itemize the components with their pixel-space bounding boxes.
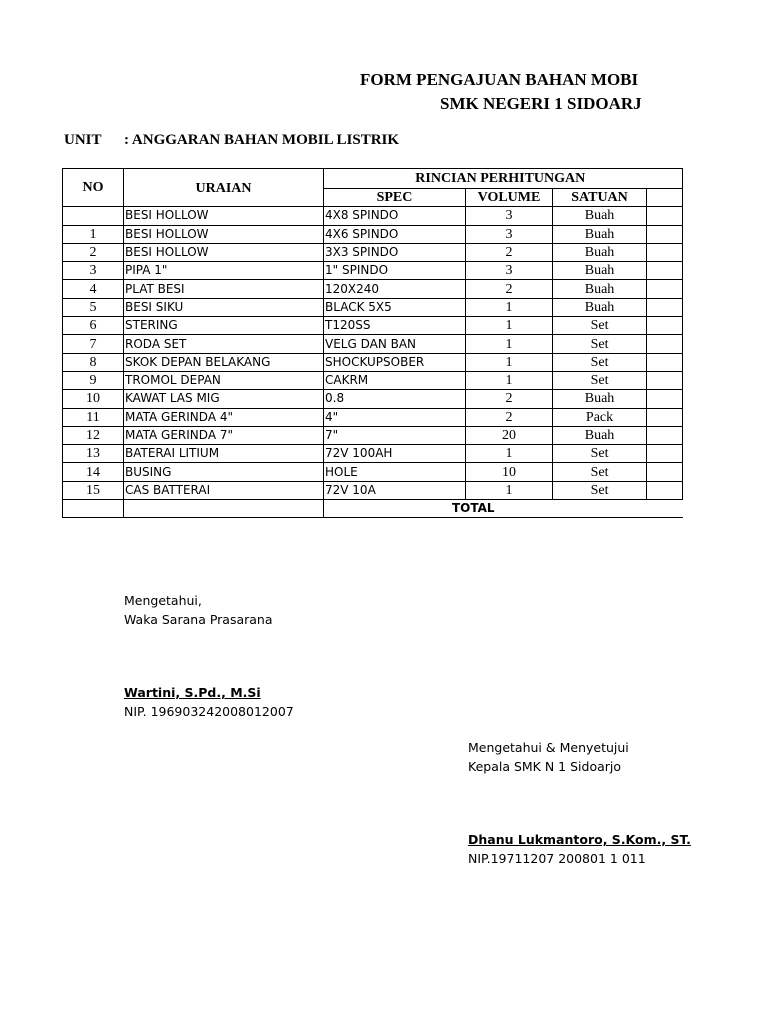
row-spec: 0.8 — [324, 390, 466, 408]
table-row — [63, 353, 683, 371]
row-spec: T120SS — [324, 317, 466, 335]
row-no: 13 — [63, 445, 124, 463]
left-sign-line2: Waka Sarana Prasarana — [124, 611, 273, 627]
row-spec: 1" SPINDO — [324, 262, 466, 280]
row-no: 5 — [63, 298, 124, 316]
row-volume: 1 — [466, 371, 553, 389]
row-no: 6 — [63, 317, 124, 335]
table-row — [63, 317, 683, 335]
row-spec: 72V 10A — [324, 481, 466, 499]
right-signer-nip: NIP.19711207 200801 1 011 — [468, 850, 646, 866]
row-extra-cell — [647, 408, 683, 426]
row-no — [63, 207, 124, 225]
header-satuan: SATUAN — [553, 189, 647, 207]
row-extra-cell — [647, 426, 683, 444]
row-extra-cell — [647, 353, 683, 371]
table-row — [63, 280, 683, 298]
row-satuan: Buah — [553, 298, 647, 316]
row-uraian: SKOK DEPAN BELAKANG — [124, 353, 324, 371]
row-uraian: RODA SET — [124, 335, 324, 353]
unit-label: UNIT — [64, 132, 102, 148]
row-extra-cell — [647, 280, 683, 298]
right-sign-line2: Kepala SMK N 1 Sidoarjo — [468, 758, 622, 774]
left-sign-line1: Mengetahui, — [124, 593, 202, 608]
left-signature-block — [124, 592, 273, 629]
row-spec: 72V 100AH — [324, 445, 466, 463]
row-uraian: MATA GERINDA 4" — [124, 408, 324, 426]
row-satuan: Pack — [553, 408, 647, 426]
row-satuan: Buah — [553, 262, 647, 280]
unit-value: : ANGGARAN BAHAN MOBIL LISTRIK — [124, 132, 400, 148]
row-satuan: Set — [553, 335, 647, 353]
row-satuan: Set — [553, 317, 647, 335]
row-volume: 2 — [466, 408, 553, 426]
school-title: SMK NEGERI 1 SIDOARJ — [440, 94, 642, 113]
header-rincian: RINCIAN PERHITUNGAN — [324, 169, 647, 189]
row-no: 7 — [63, 335, 124, 353]
row-satuan: Buah — [553, 390, 647, 408]
row-satuan: Buah — [553, 225, 647, 243]
row-satuan: Set — [553, 481, 647, 499]
budget-table — [62, 168, 683, 518]
row-no: 10 — [63, 390, 124, 408]
row-volume: 1 — [466, 317, 553, 335]
row-uraian: BESI HOLLOW — [124, 225, 324, 243]
header-no: NO — [63, 169, 124, 207]
row-extra-cell — [647, 317, 683, 335]
row-spec: 120X240 — [324, 280, 466, 298]
row-uraian: BESI SIKU — [124, 298, 324, 316]
row-volume: 1 — [466, 481, 553, 499]
row-spec: HOLE — [324, 463, 466, 481]
row-satuan: Set — [553, 463, 647, 481]
table-row — [63, 481, 683, 499]
row-spec: CAKRM — [324, 371, 466, 389]
row-satuan: Buah — [553, 426, 647, 444]
row-volume: 3 — [466, 207, 553, 225]
row-uraian: BUSING — [124, 463, 324, 481]
header-uraian: URAIAN — [124, 169, 324, 207]
row-volume: 3 — [466, 262, 553, 280]
row-extra-cell — [647, 463, 683, 481]
left-signer-nip: NIP. 196903242008012007 — [124, 703, 294, 719]
table-row — [63, 243, 683, 261]
left-signer-name: Wartini, S.Pd., M.Si — [124, 685, 261, 700]
table-row — [63, 463, 683, 481]
row-extra-cell — [647, 207, 683, 225]
row-extra-cell — [647, 262, 683, 280]
row-extra-cell — [647, 371, 683, 389]
row-uraian: BATERAI LITIUM — [124, 445, 324, 463]
row-spec: 3X3 SPINDO — [324, 243, 466, 261]
unit-row — [64, 132, 399, 149]
row-satuan: Buah — [553, 207, 647, 225]
row-uraian: PIPA 1" — [124, 262, 324, 280]
row-extra-cell — [647, 390, 683, 408]
row-no: 8 — [63, 353, 124, 371]
row-satuan: Buah — [553, 280, 647, 298]
row-no: 11 — [63, 408, 124, 426]
form-title: FORM PENGAJUAN BAHAN MOBI — [360, 70, 639, 89]
row-extra-cell — [647, 243, 683, 261]
row-no: 1 — [63, 225, 124, 243]
row-uraian: KAWAT LAS MIG — [124, 390, 324, 408]
row-no: 12 — [63, 426, 124, 444]
table-row — [63, 445, 683, 463]
row-spec: 4" — [324, 408, 466, 426]
total-empty-uraian — [124, 500, 324, 518]
table-row — [63, 335, 683, 353]
row-uraian: MATA GERINDA 7" — [124, 426, 324, 444]
right-signer-name: Dhanu Lukmantoro, S.Kom., ST. — [468, 832, 691, 847]
table-row — [63, 426, 683, 444]
row-volume: 1 — [466, 353, 553, 371]
row-volume: 10 — [466, 463, 553, 481]
row-volume: 2 — [466, 280, 553, 298]
left-signer-block — [124, 684, 294, 721]
row-volume: 2 — [466, 390, 553, 408]
row-no: 4 — [63, 280, 124, 298]
total-row — [63, 500, 683, 518]
right-sign-line1: Mengetahui & Menyetujui — [468, 740, 629, 755]
row-spec: 4X6 SPINDO — [324, 225, 466, 243]
row-uraian: BESI HOLLOW — [124, 243, 324, 261]
total-empty-no — [63, 500, 124, 518]
table-row — [63, 408, 683, 426]
table-row — [63, 207, 683, 225]
row-uraian: BESI HOLLOW — [124, 207, 324, 225]
row-satuan: Set — [553, 445, 647, 463]
row-uraian: CAS BATTERAI — [124, 481, 324, 499]
row-extra-cell — [647, 481, 683, 499]
row-spec: BLACK 5X5 — [324, 298, 466, 316]
row-volume: 1 — [466, 335, 553, 353]
row-spec: 4X8 SPINDO — [324, 207, 466, 225]
row-extra-cell — [647, 445, 683, 463]
table-row — [63, 298, 683, 316]
row-satuan: Buah — [553, 243, 647, 261]
row-volume: 2 — [466, 243, 553, 261]
row-uraian: TROMOL DEPAN — [124, 371, 324, 389]
row-spec: SHOCKUPSOBER — [324, 353, 466, 371]
row-satuan: Set — [553, 371, 647, 389]
row-spec: 7" — [324, 426, 466, 444]
right-signature-block — [468, 739, 629, 776]
table-row — [63, 390, 683, 408]
header-rincian-extension — [647, 169, 683, 189]
table-row — [63, 262, 683, 280]
row-satuan: Set — [553, 353, 647, 371]
row-no: 14 — [63, 463, 124, 481]
row-no: 9 — [63, 371, 124, 389]
header-spec: SPEC — [324, 189, 466, 207]
row-volume: 20 — [466, 426, 553, 444]
row-no: 3 — [63, 262, 124, 280]
row-uraian: STERING — [124, 317, 324, 335]
table-row — [63, 371, 683, 389]
budget-table-wrapper — [62, 168, 646, 520]
row-volume: 3 — [466, 225, 553, 243]
row-spec: VELG DAN BAN — [324, 335, 466, 353]
row-volume: 1 — [466, 298, 553, 316]
row-extra-cell — [647, 225, 683, 243]
row-uraian: PLAT BESI — [124, 280, 324, 298]
row-extra-cell — [647, 298, 683, 316]
row-extra-cell — [647, 335, 683, 353]
total-label: TOTAL — [324, 500, 683, 518]
right-signer-block — [468, 831, 691, 868]
header-extra-cell — [647, 189, 683, 207]
row-volume: 1 — [466, 445, 553, 463]
row-no: 2 — [63, 243, 124, 261]
table-row — [63, 225, 683, 243]
row-no: 15 — [63, 481, 124, 499]
header-volume: VOLUME — [466, 189, 553, 207]
